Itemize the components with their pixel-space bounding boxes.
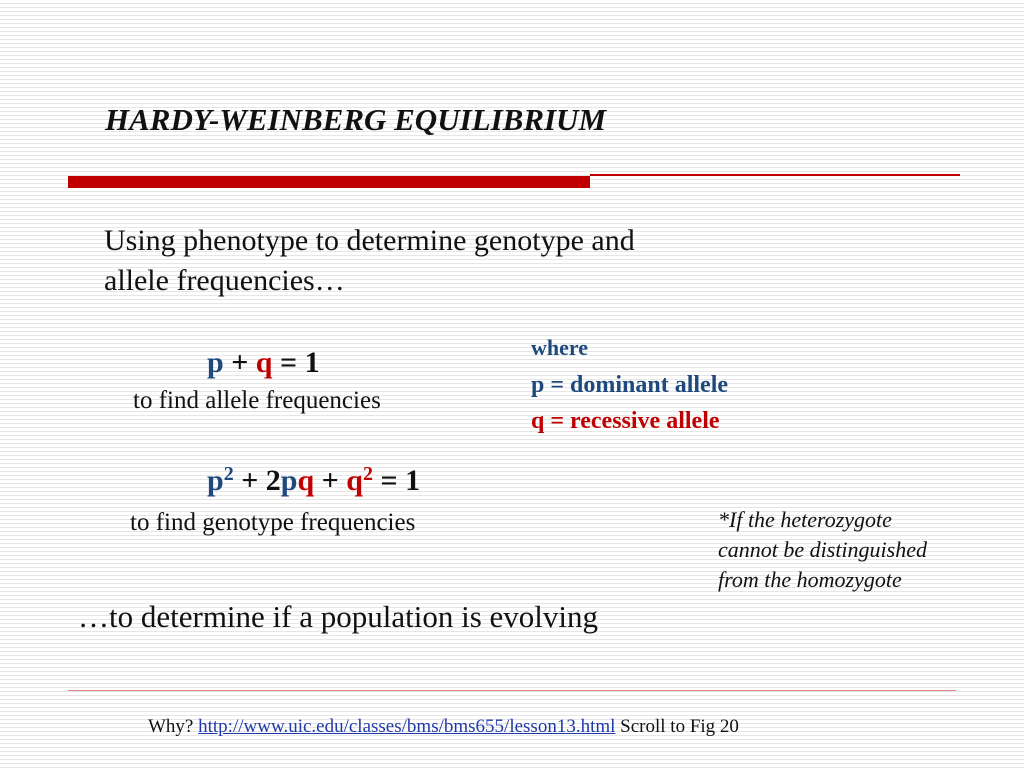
- lesson-link[interactable]: http://www.uic.edu/classes/bms/bms655/lesson13.html: [198, 716, 616, 737]
- intro-line-2: allele frequencies…: [104, 264, 345, 297]
- title-underline-bar: [68, 176, 590, 188]
- slide-title: HARDY-WEINBERG EQUILIBRIUM: [105, 102, 607, 137]
- q-definition: q = recessive allele: [531, 408, 720, 434]
- footer-suffix: Scroll to Fig 20: [615, 716, 739, 737]
- genotype-equation: [207, 464, 420, 498]
- allele-equation-caption: to find allele frequencies: [133, 387, 381, 414]
- eq2-q: q: [346, 464, 363, 497]
- where-label: where: [531, 335, 589, 360]
- eq2-plus: +: [314, 464, 347, 497]
- intro-text: [104, 221, 635, 301]
- eq2-equals: = 1: [372, 464, 421, 497]
- title-underline-thin: [590, 174, 960, 176]
- p-definition: p = dominant allele: [531, 372, 729, 398]
- footer-prefix: Why?: [148, 716, 199, 737]
- footer-divider: [68, 690, 956, 691]
- eq2-p-exponent: 2: [223, 463, 234, 485]
- allele-equation: [207, 346, 320, 380]
- eq1-equals: = 1: [272, 346, 320, 379]
- note-line-1: *If the heterozygote: [718, 507, 892, 532]
- eq2-two: + 2: [233, 464, 281, 497]
- conclusion-text: …to determine if a population is evolving: [78, 599, 599, 634]
- eq2-pq-q: q: [297, 464, 315, 497]
- note-line-3: from the homozygote: [718, 567, 902, 592]
- eq1-q: q: [255, 346, 273, 379]
- note-line-2: cannot be distinguished: [718, 537, 927, 562]
- genotype-equation-caption: to find genotype frequencies: [130, 509, 416, 536]
- heterozygote-note: [718, 505, 927, 595]
- eq2-q-exponent: 2: [362, 463, 373, 485]
- eq1-plus: +: [223, 346, 256, 379]
- eq1-p: p: [207, 346, 224, 379]
- footer: [148, 716, 739, 738]
- eq2-pq-p: p: [280, 464, 298, 497]
- intro-line-1: Using phenotype to determine genotype and: [104, 224, 635, 257]
- eq2-p: p: [207, 464, 224, 497]
